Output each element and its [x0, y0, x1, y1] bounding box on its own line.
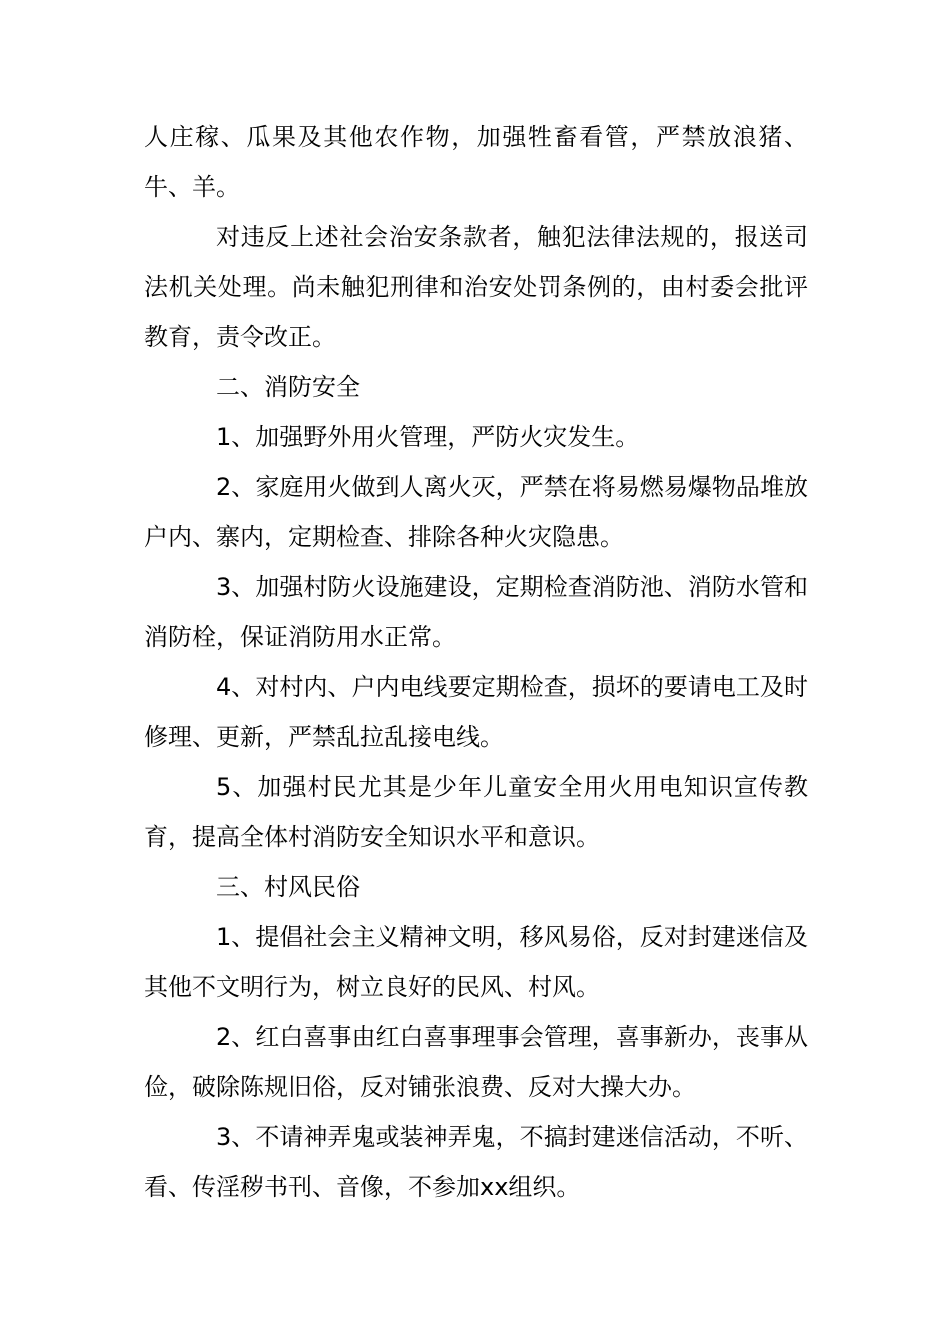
section-heading-village-customs: 三、村风民俗	[216, 873, 360, 901]
list-item: 2、家庭用火做到人离火灭，严禁在将易燃易爆物品堆放户内、寨内，定期检查、排除各种火灾隐患。	[144, 473, 808, 551]
document-body	[144, 112, 808, 1212]
list-item: 1、加强野外用火管理，严防火灾发生。	[216, 423, 640, 451]
paragraph-penalty: 对违反上述社会治安条款者，触犯法律法规的，报送司法机关处理。尚未触犯刑律和治安处罚条例的，由村委会批评教育，责令改正。	[144, 223, 808, 351]
paragraph-continuation: 人庄稼、瓜果及其他农作物，加强牲畜看管，严禁放浪猪、牛、羊。	[144, 123, 808, 201]
list-item: 1、提倡社会主义精神文明，移风易俗，反对封建迷信及其他不文明行为，树立良好的民风、村风。	[144, 923, 808, 1001]
list-item: 4、对村内、户内电线要定期检查，损坏的要请电工及时修理、更新，严禁乱拉乱接电线。	[144, 673, 808, 751]
list-item: 2、红白喜事由红白喜事理事会管理，喜事新办，丧事从俭，破除陈规旧俗，反对铺张浪费、反对大操大办。	[144, 1023, 808, 1101]
section-heading-fire-safety: 二、消防安全	[216, 373, 360, 401]
list-item: 3、加强村防火设施建设，定期检查消防池、消防水管和消防栓，保证消防用水正常。	[144, 573, 808, 651]
list-item: 5、加强村民尤其是少年儿童安全用火用电知识宣传教育，提高全体村消防安全知识水平和意识。	[144, 773, 808, 851]
list-item: 3、不请神弄鬼或装神弄鬼，不搞封建迷信活动，不听、看、传淫秽书刊、音像，不参加xx组织。	[144, 1123, 808, 1201]
